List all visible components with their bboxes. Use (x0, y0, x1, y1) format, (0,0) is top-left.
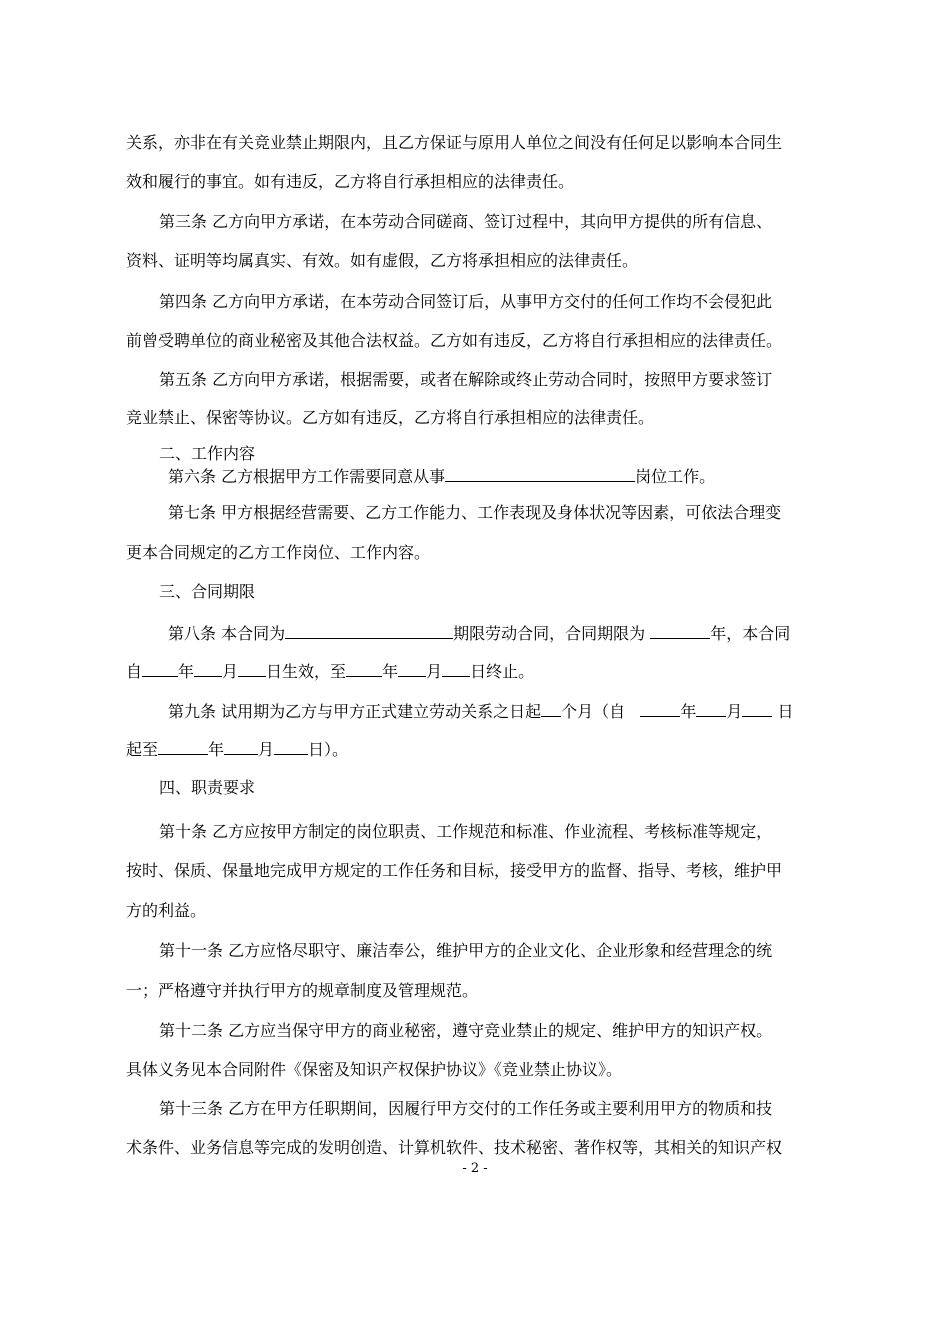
para-line: 术条件、业务信息等完成的发明创造、计算机软件、技术秘密、著作权等，其相关的知识产权 (126, 1138, 783, 1157)
para-line: 方的利益。 (126, 901, 207, 920)
para-line: 效和履行的事宜。如有违反，乙方将自行承担相应的法律责任。 (126, 172, 575, 191)
article-11: 第十一条 乙方应恪尽职守、廉洁奉公，维护甲方的企业文化、企业形象和经营理念的统 (159, 941, 773, 960)
article-9-text: 个月（自 (561, 702, 626, 721)
article-9-end (126, 738, 348, 760)
section-heading-3: 三、合同期限 (159, 582, 256, 601)
blank-probation-start-month[interactable] (696, 700, 726, 717)
article-12: 第十二条 乙方应当保守甲方的商业秘密，遵守竞业禁止的规定、维护甲方的知识产权。 (159, 1021, 773, 1040)
article-9 (168, 700, 794, 722)
blank-probation-end-day[interactable] (274, 738, 308, 755)
section-heading-4: 四、职责要求 (159, 778, 256, 797)
date-text: 年 (382, 662, 399, 681)
article-10: 第十条 乙方应按甲方制定的岗位职责、工作规范和标准、作业流程、考核标准等规定， (159, 822, 773, 841)
article-8-text: 期限劳动合同，合同期限为 (453, 624, 646, 643)
article-8-text: 第八条 本合同为 (168, 624, 286, 643)
blank-probation-start-year[interactable] (640, 700, 680, 717)
blank-end-day[interactable] (442, 660, 470, 677)
para-line: 前曾受聘单位的商业秘密及其他合法权益。乙方如有违反，乙方将自行承担相应的法律责任。 (126, 331, 783, 350)
article-13: 第十三条 乙方在甲方任职期间，因履行甲方交付的工作任务或主要利用甲方的物质和技 (159, 1099, 773, 1118)
article-6 (168, 465, 715, 487)
para-line: 按时、保质、保量地完成甲方规定的工作任务和目标，接受甲方的监督、指导、考核，维护甲 (126, 861, 783, 880)
date-text: 日生效，至 (266, 662, 347, 681)
article-9-text: 第九条 试用期为乙方与甲方正式建立劳动关系之日起 (168, 702, 542, 721)
page-number: - 2 - (462, 1161, 488, 1176)
date-text: 年 (680, 702, 697, 721)
para-line: 竞业禁止、保密等协议。乙方如有违反，乙方将自行承担相应的法律责任。 (126, 408, 655, 427)
date-text: 月 (726, 702, 743, 721)
blank-contract-years[interactable] (650, 622, 710, 639)
blank-start-day[interactable] (238, 660, 266, 677)
para-line: 具体义务见本合同附件《保密及知识产权保护协议》《竞业禁止协议》。 (126, 1060, 623, 1079)
blank-end-month[interactable] (398, 660, 426, 677)
blank-probation-start-day[interactable] (742, 700, 772, 717)
date-text: 月 (258, 740, 275, 759)
article-8 (168, 622, 790, 644)
date-text: 日 (777, 702, 794, 721)
para-line: 关系，亦非在有关竞业禁止期限内，且乙方保证与原用人单位之间没有任何足以影响本合同生 (126, 133, 783, 152)
para-line: 一；严格遵守并执行甲方的规章制度及管理规范。 (126, 981, 479, 1000)
blank-probation-end-year[interactable] (158, 738, 208, 755)
article-3: 第三条 乙方向甲方承诺，在本劳动合同磋商、签订过程中，其向甲方提供的所有信息、 (159, 212, 773, 231)
date-text: 日）。 (308, 740, 349, 759)
date-text: 自 (126, 662, 143, 681)
blank-start-year[interactable] (142, 660, 178, 677)
article-6-text: 第六条 乙方根据甲方工作需要同意从事 (168, 467, 446, 486)
blank-contract-type[interactable] (285, 622, 453, 639)
blank-position[interactable] (445, 465, 635, 482)
article-8-dates (126, 660, 534, 682)
article-5: 第五条 乙方向甲方承诺，根据需要，或者在解除或终止劳动合同时，按照甲方要求签订 (159, 370, 773, 389)
para-line: 更本合同规定的乙方工作岗位、工作内容。 (126, 543, 431, 562)
article-9-text: 起至 (126, 740, 159, 759)
article-4: 第四条 乙方向甲方承诺，在本劳动合同签订后，从事甲方交付的任何工作均不会侵犯此 (159, 292, 773, 311)
blank-probation-end-month[interactable] (224, 738, 258, 755)
date-text: 年 (178, 662, 195, 681)
section-heading-2: 二、工作内容 (159, 444, 256, 463)
blank-start-month[interactable] (194, 660, 222, 677)
article-8-text: 年，本合同 (710, 624, 791, 643)
blank-probation-months[interactable] (541, 700, 561, 717)
blank-end-year[interactable] (346, 660, 382, 677)
date-text: 日终止。 (470, 662, 535, 681)
date-text: 年 (208, 740, 225, 759)
para-line: 资料、证明等均属真实、有效。如有虚假，乙方将承担相应的法律责任。 (126, 251, 639, 270)
date-text: 月 (426, 662, 443, 681)
article-6-text-end: 岗位工作。 (635, 467, 716, 486)
article-7: 第七条 甲方根据经营需要、乙方工作能力、工作表现及身体状况等因素，可依法合理变 (168, 503, 782, 522)
date-text: 月 (222, 662, 239, 681)
